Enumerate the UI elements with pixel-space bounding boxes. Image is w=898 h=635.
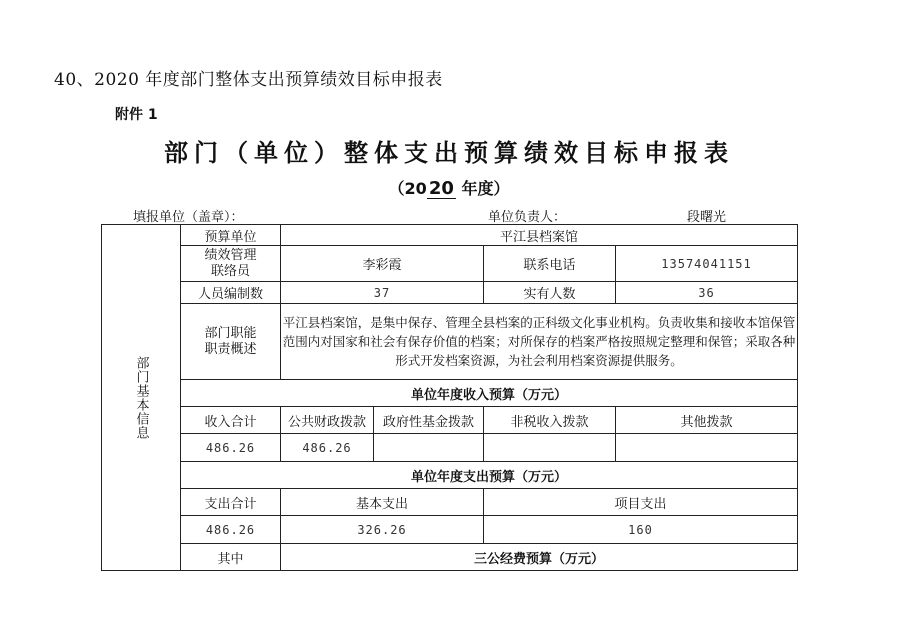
side-label: 部门基本信息 bbox=[102, 225, 181, 571]
section-heading: 40、2020 年度部门整体支出预算绩效目标申报表 bbox=[54, 70, 443, 90]
expense-header: 项目支出 bbox=[484, 489, 798, 516]
income-value bbox=[616, 434, 798, 462]
year-line bbox=[0, 176, 898, 199]
contact-label-line1: 绩效管理 bbox=[204, 247, 257, 263]
income-header: 公共财政拨款 bbox=[281, 407, 374, 434]
unit-head-label: 单位负责人： bbox=[488, 210, 567, 225]
table-row bbox=[102, 304, 798, 380]
form-title: 部门（单位）整体支出预算绩效目标申报表 bbox=[164, 138, 734, 167]
phone-value: 13574041151 bbox=[616, 246, 798, 282]
income-section-title: 单位年度收入预算（万元） bbox=[181, 380, 798, 407]
contact-label-line2: 联络员 bbox=[210, 263, 250, 279]
table-row bbox=[102, 516, 798, 544]
unit-head-name: 段曙光 bbox=[687, 210, 727, 225]
phone-label: 联系电话 bbox=[484, 246, 616, 282]
income-header: 非税收入拨款 bbox=[484, 407, 616, 434]
income-value: 486.26 bbox=[281, 434, 374, 462]
duty-label-line2: 职责概述 bbox=[204, 341, 257, 357]
contact-label bbox=[181, 246, 281, 282]
expense-header: 基本支出 bbox=[281, 489, 484, 516]
year-digits: 20 bbox=[428, 178, 454, 199]
income-value bbox=[374, 434, 484, 462]
three-public-title: 三公经费预算（万元） bbox=[281, 544, 798, 571]
income-header: 政府性基金拨款 bbox=[374, 407, 484, 434]
income-header: 收入合计 bbox=[181, 407, 281, 434]
expense-section-title: 单位年度支出预算（万元） bbox=[181, 462, 798, 489]
table-row bbox=[102, 489, 798, 516]
table-row bbox=[102, 282, 798, 304]
expense-value: 326.26 bbox=[281, 516, 484, 544]
table-row bbox=[102, 462, 798, 489]
attachment-label: 附件 1 bbox=[115, 107, 158, 123]
table-row bbox=[102, 434, 798, 462]
expense-value: 486.26 bbox=[181, 516, 281, 544]
fill-unit-label: 填报单位（盖章）： bbox=[133, 210, 244, 225]
actual-staff-label: 实有人数 bbox=[484, 282, 616, 304]
table-row bbox=[102, 380, 798, 407]
staff-quota-label: 人员编制数 bbox=[181, 282, 281, 304]
expense-value: 160 bbox=[484, 516, 798, 544]
duty-label bbox=[181, 304, 281, 380]
expense-header: 支出合计 bbox=[181, 489, 281, 516]
actual-staff-value: 36 bbox=[616, 282, 798, 304]
income-value bbox=[484, 434, 616, 462]
table-row bbox=[102, 407, 798, 434]
duty-text: 平江县档案馆，是集中保存、管理全县档案的正科级文化事业机构。负责收集和接收本馆保管范围内对国家和社会有保存价值的档案；对所保存的档案严格按照规定整理和保管；采取各种形式开发档案资源，为社会利用档案资源提供服务。 bbox=[281, 304, 798, 380]
income-value: 486.26 bbox=[181, 434, 281, 462]
year-open: （20 bbox=[388, 179, 427, 198]
table-row bbox=[102, 246, 798, 282]
staff-quota-value: 37 bbox=[281, 282, 484, 304]
table-row bbox=[102, 544, 798, 571]
contact-value: 李彩霞 bbox=[281, 246, 484, 282]
budget-unit-label: 预算单位 bbox=[181, 225, 281, 246]
year-close: 年度） bbox=[455, 179, 510, 198]
duty-label-line1: 部门职能 bbox=[204, 325, 257, 341]
budget-unit-value: 平江县档案馆 bbox=[281, 225, 798, 246]
table-row bbox=[102, 225, 798, 246]
income-header: 其他拨款 bbox=[616, 407, 798, 434]
budget-form-table bbox=[101, 224, 798, 571]
among-label: 其中 bbox=[181, 544, 281, 571]
